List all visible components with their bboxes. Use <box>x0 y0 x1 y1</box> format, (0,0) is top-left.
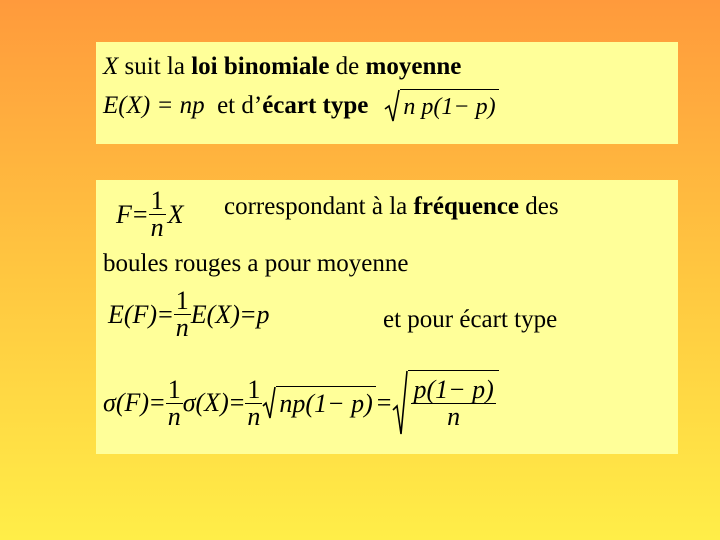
fraction-numerator: 1 <box>150 186 164 215</box>
freq-lhs: F <box>116 199 132 229</box>
radical-sign-icon <box>262 386 276 420</box>
stddev-formula <box>103 370 499 436</box>
mean-stddev-line <box>103 89 499 123</box>
text-ecart-type: écart type <box>262 92 369 119</box>
fraction-denominator: n <box>150 213 164 242</box>
text-frequence: fréquence <box>413 193 520 220</box>
fraction-numerator: p(1− p) <box>413 375 494 404</box>
text-loi-binomiale: loi binomiale <box>191 53 330 80</box>
sd-equals-1: = <box>150 388 165 417</box>
fraction-denominator: n <box>247 401 261 431</box>
frequency-formula <box>116 188 183 241</box>
radical-sign-icon <box>392 370 408 436</box>
freq-rhs: X <box>167 199 184 229</box>
sd-lhs: σ(F) <box>103 388 150 417</box>
mean-equals-1: = <box>158 299 173 329</box>
sqrt-fraction-radicand <box>408 370 498 436</box>
frequency-box <box>96 180 678 454</box>
sqrt-radicand: np(1− p) <box>276 386 375 420</box>
text-des: des <box>519 193 559 220</box>
binomial-law-line <box>103 52 461 82</box>
sd-mid: σ(X) <box>182 388 229 417</box>
mean-formula <box>108 288 270 341</box>
radical-sign-icon <box>384 89 400 123</box>
correspondant-line <box>224 192 559 222</box>
text-de: de <box>329 53 366 80</box>
fraction-one-over-n <box>149 188 166 241</box>
fraction-p1mp-over-n <box>411 377 495 430</box>
sd-equals-2: = <box>229 388 245 417</box>
fraction-numerator: 1 <box>175 286 189 315</box>
freq-equals: = <box>132 199 148 229</box>
mean-rhs: p <box>256 299 270 329</box>
text-correspondant: correspondant à la <box>224 193 414 220</box>
mean-equals-2: = <box>240 299 256 329</box>
text-suit-la: suit la <box>118 53 192 80</box>
mean-lhs: E(F) <box>108 299 158 329</box>
expectation-formula: E(X) = np <box>103 92 205 119</box>
fraction-denominator: n <box>447 402 461 431</box>
sd-equals-3: = <box>376 388 392 417</box>
sqrt-fraction <box>392 370 498 436</box>
fraction-denominator: n <box>167 401 181 431</box>
sqrt-radicand: n p(1− p) <box>400 89 498 123</box>
mean-mid: E(X) <box>190 299 240 329</box>
fraction-one-over-n <box>174 288 191 341</box>
et-pour-ecart-type-line: et pour écart type <box>383 306 558 333</box>
text-et-d: et d’ <box>204 92 263 119</box>
definition-box <box>96 42 678 144</box>
fraction-numerator: 1 <box>247 374 261 404</box>
sqrt-np1mp <box>384 89 498 123</box>
text-moyenne: moyenne <box>365 53 462 80</box>
fraction-one-over-n <box>245 374 262 431</box>
fraction-numerator: 1 <box>167 374 181 404</box>
fraction-one-over-n <box>166 374 183 431</box>
boules-rouges-line: boules rouges a pour moyenne <box>103 250 409 277</box>
variable-x: X <box>103 53 119 80</box>
sqrt-np1mp <box>262 386 375 420</box>
fraction-denominator: n <box>175 313 189 342</box>
